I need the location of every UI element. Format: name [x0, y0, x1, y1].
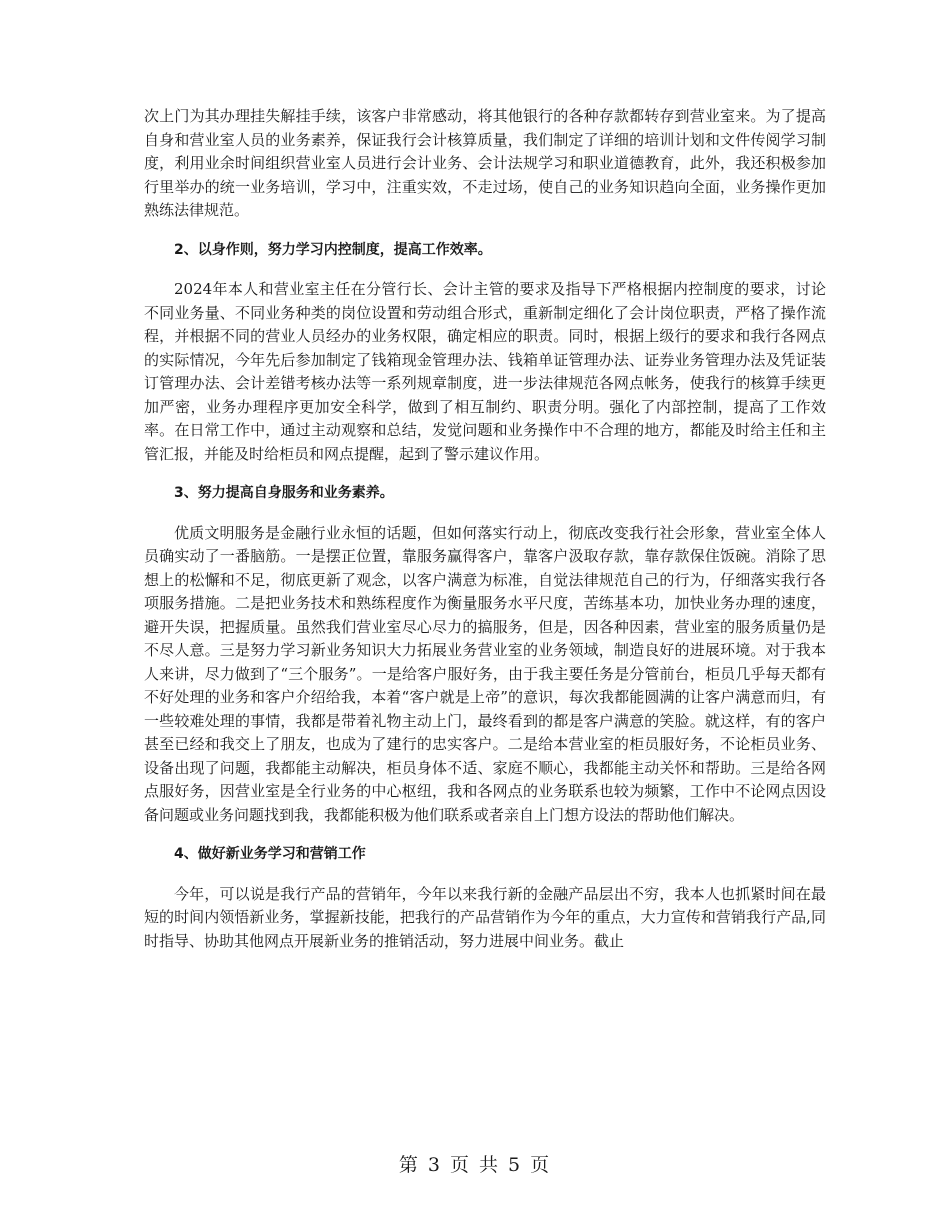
paragraph-2: 2024年本人和营业室主任在分管行长、会计主管的要求及指导下严格根据内控制度的要求，讨论不同业务量、不同业务种类的岗位设置和劳动组合形式，重新制定细化了会计岗位职责，严格了操作流程，并根据不同的营业人员经办的业务权限，确定相应的职责。同时，根据上级行的要求和我行各网点的实际情况，今年先后参加制定了钱箱现金管理办法、钱箱单证管理办法、证券业务管理办法及凭证装订管理办法、会计差错考核办法等一系列规章制度，进一步法律规范各网点帐务，使我行的核算手续更加严密，业务办理程序更加安全科学，做到了相互制约、职责分明。强化了内部控制，提高了工作效率。在日常工作中，通过主动观察和总结，发觉问题和业务操作中不合理的地方，都能及时给主任和主管汇报，并能及时给柜员和网点提醒，起到了警示建议作用。: [144, 280, 826, 463]
section-heading-3: 3、努力提高自身服务和业务素养。: [174, 485, 394, 501]
section-heading-4: 4、做好新业务学习和营销工作: [174, 846, 366, 862]
section-heading-2: 2、以身作则，努力学习内控制度，提高工作效率。: [174, 241, 492, 258]
paragraph-1: 次上门为其办理挂失解挂手续，该客户非常感动，将其他银行的各种存款都转存到营业室来。为了提高自身和营业室人员的业务素养，保证我行会计核算质量，我们制定了详细的培训计划和文件传阅学习制度，利用业余时间组织营业室人员进行会计业务、会计法规学习和职业道德教育，此外，我还积极参加行里举办的统一业务培训，学习中，注重实效，不走过场，使自己的业务知识趋向全面，业务操作更加熟练法律规范。: [144, 107, 826, 219]
paragraph-4: 今年，可以说是我行产品的营销年，今年以来我行新的金融产品层出不穷，我本人也抓紧时间在最短的时间内领悟新业务，掌握新技能，把我行的产品营销作为今年的重点，大力宣传和营销我行产品,同时指导、协助其他网点开展新业务的推销活动，努力进展中间业务。截止: [144, 884, 826, 950]
page-number-footer: 第 3 页 共 5 页: [398, 1154, 552, 1176]
paragraph-3: 优质文明服务是金融行业永恒的话题，但如何落实行动上，彻底改变我行社会形象，营业室全体人员确实动了一番脑筋。一是摆正位置，靠服务赢得客户，靠客户汲取存款，靠存款保住饭碗。消除了思想上的松懈和不足，彻底更新了观念，以客户满意为标准，自觉法律规范自己的行为，仔细落实我行各项服务措施。二是把业务技术和熟练程度作为衡量服务水平尺度，苦练基本功，加快业务办理的速度，避开失误，把握质量。虽然我们营业室尽心尽力的搞服务，但是，因各种因素，营业室的服务质量仍是不尽人意。三是努力学习新业务知识大力拓展业务营业室的业务领域，制造良好的进展环境。对于我本人来讲，尽力做到了“三个服务”。一是给客户服好务，由于我主要任务是分管前台，柜员几乎每天都有不好处理的业务和客户介绍给我，本着“客户就是上帝”的意识，每次我都能圆满的让客户满意而归，有一些较难处理的事情，我都是带着礼物主动上门，最终看到的都是客户满意的笑脸。就这样，有的客户甚至已经和我交上了朋友，也成为了建行的忠实客户。二是给本营业室的柜员服好务，不论柜员业务、设备出现了问题，我都能主动解决，柜员身体不适、家庭不顺心，我都能主动关怀和帮助。三是给各网点服好务，因营业室是全行业务的中心枢纽，我和各网点的业务联系也较为频繁，工作中不论网点因设备问题或业务问题找到我，我都能积极为他们联系或者亲自上门想方设法的帮助他们解决。: [144, 523, 826, 824]
document-body: [144, 105, 826, 953]
